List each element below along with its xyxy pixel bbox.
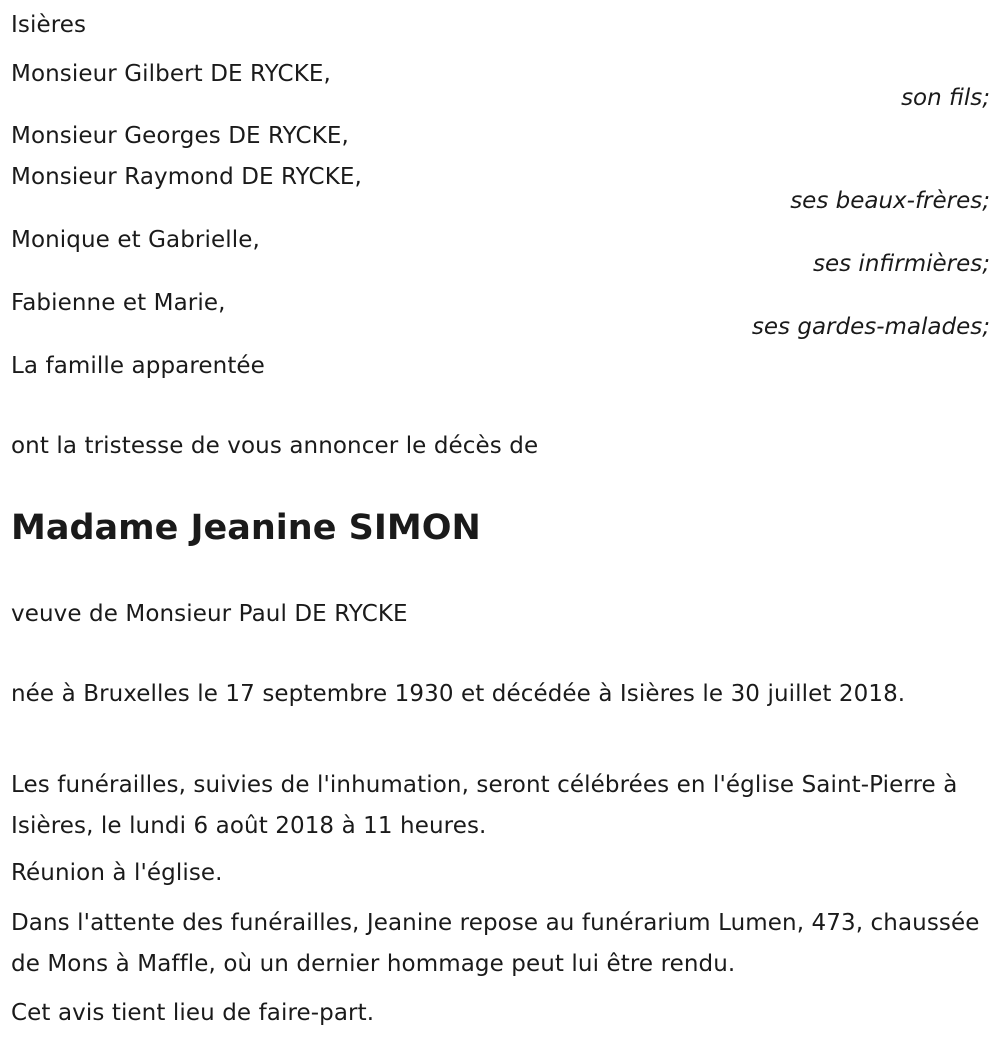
family-member-name: Fabienne et Marie, [11,290,226,316]
family-relation: ses infirmières; [813,251,990,277]
deceased-name: Madame Jeanine SIMON [11,508,481,548]
funerarium-paragraph: Dans l'attente des funérailles, Jeanine repose au funérarium Lumen, 473, chaussée de Mons à Maffle, où un dernier hommage peut lui être rendu. [11,910,980,977]
family-relation: son fils; [901,85,990,111]
closing-paragraph: Cet avis tient lieu de faire-part. [11,1000,375,1026]
widow-of: veuve de Monsieur Paul DE RYCKE [11,601,408,627]
announcement-text: ont la tristesse de vous annoncer le décès de [11,433,539,459]
family-member-name: Monsieur Raymond DE RYCKE, [11,164,362,190]
family-member-name: Monsieur Georges DE RYCKE, [11,123,349,149]
family-member-name: Monique et Gabrielle, [11,227,260,253]
family-member-name: Monsieur Gilbert DE RYCKE, [11,61,331,87]
meeting-paragraph: Réunion à l'église. [11,860,223,886]
birth-death-paragraph: née à Bruxelles le 17 septembre 1930 et décédée à Isières le 30 juillet 2018. [11,681,906,707]
family-relation: ses gardes-malades; [751,314,990,340]
location: Isières [11,12,87,38]
family-relation: ses beaux-frères; [790,188,990,214]
family-member-name: La famille apparentée [11,353,265,379]
funeral-paragraph: Les funérailles, suivies de l'inhumation, seront célébrées en l'église Saint-Pierre à Isières, le lundi 6 août 2018 à 11 heures. [11,772,958,839]
